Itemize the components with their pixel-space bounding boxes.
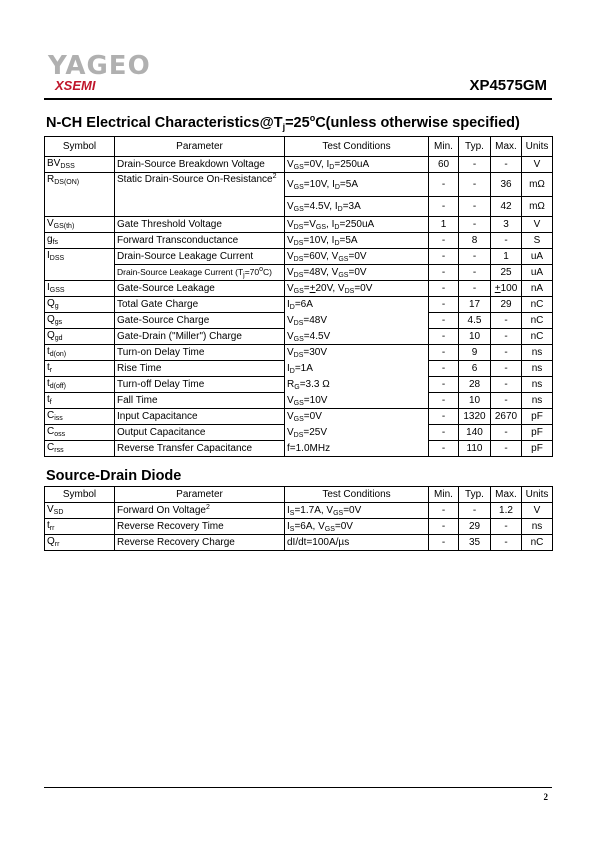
header-symbol: Symbol [45,137,115,157]
parameter-cell: Reverse Recovery Time [115,519,285,535]
page-number: 2 [543,792,548,802]
typ-cell: 17 [459,297,491,313]
symbol-cell: $t_{d(off)}$ [45,377,115,393]
symbol-cell: $C_{rss}$ [45,441,115,457]
conditions-cell: $V_{GS}=10V$, $I_D=5A$ [285,173,429,197]
table-row [45,361,553,377]
nch-title-sup: o [309,113,316,123]
typ-cell: 29 [459,519,491,535]
symbol-cell: $t_{d(on)}$ [45,345,115,361]
conditions-cell: $I_S=1.7A$, $V_{GS}=0V$ [285,503,429,519]
typ-cell: 1320 [459,409,491,425]
min-cell: - [429,233,459,249]
table-row [45,441,553,457]
units-cell: S [522,233,553,249]
units-cell: V [522,217,553,233]
symbol-cell: $I_{DSS}$ [45,249,115,281]
conditions-cell: $V_{GS}=0V$ [285,409,429,425]
table-row [45,377,553,393]
max-cell: - [491,393,522,409]
symbol-cell: $g_{fs}$ [45,233,115,249]
table-row [45,265,553,281]
typ-cell: 10 [459,329,491,345]
parameter-cell: Turn-off Delay Time [115,377,285,393]
header-max: Max. [491,137,522,157]
nch-title-prefix: N-CH Electrical Characteristics@T [46,115,283,131]
units-cell: pF [522,441,553,457]
symbol-cell: $Q_{gs}$ [45,313,115,329]
max-cell: - [491,425,522,441]
header-min: Min. [429,137,459,157]
conditions-cell: $V_{GS}=+20V$, $V_{DS}=0V$ [285,281,429,297]
typ-cell: 9 [459,345,491,361]
units-cell: nA [522,281,553,297]
units-cell: ns [522,393,553,409]
conditions-cell: $I_S=6A$, $V_{GS}=0V$ [285,519,429,535]
parameter-cell: Rise Time [115,361,285,377]
table-row [45,329,553,345]
parameter-cell: Drain-Source Leakage Current $(T_j=70^oC)$ [115,265,285,281]
typ-cell: 4.5 [459,313,491,329]
parameter-cell: Gate-Source Leakage [115,281,285,297]
header-units: Units [522,137,553,157]
min-cell: - [429,173,459,197]
max-cell: - [491,361,522,377]
typ-cell: - [459,157,491,173]
conditions-cell: dI/dt=100A/µs [285,535,429,551]
max-cell: - [491,157,522,173]
parameter-cell: Forward Transconductance [115,233,285,249]
typ-cell: - [459,281,491,297]
logo-brand: YAGEO [48,51,151,81]
nch-title-suffix: C(unless otherwise specified) [315,115,520,131]
symbol-cell: $t_{rr}$ [45,519,115,535]
symbol-cell: $C_{iss}$ [45,409,115,425]
table-row [45,157,553,173]
typ-cell: 35 [459,535,491,551]
typ-cell: 10 [459,393,491,409]
conditions-cell: $V_{GS}=4.5V$, $I_D=3A$ [285,197,429,217]
symbol-cell: $C_{oss}$ [45,425,115,441]
header-max: Max. [491,487,522,503]
symbol-cell: $V_{SD}$ [45,503,115,519]
min-cell: - [429,249,459,265]
parameter-cell: Forward On Voltage$^2$ [115,503,285,519]
conditions-cell: $V_{DS}=25V$ [285,425,429,441]
min-cell: - [429,345,459,361]
max-cell: 1.2 [491,503,522,519]
conditions-cell: $I_D=6A$ [285,297,429,313]
typ-cell: - [459,249,491,265]
max-cell: 1 [491,249,522,265]
nch-section-title [46,115,520,131]
table-row [45,313,553,329]
parameter-cell: Drain-Source Breakdown Voltage [115,157,285,173]
table-row [45,503,553,519]
conditions-cell: $V_{DS}=30V$ [285,345,429,361]
conditions-cell: f=1.0MHz [285,441,429,457]
max-cell: - [491,535,522,551]
header-conditions: Test Conditions [285,137,429,157]
min-cell: 1 [429,217,459,233]
table-row [45,173,553,197]
max-cell: 3 [491,217,522,233]
min-cell: 60 [429,157,459,173]
table-row [45,519,553,535]
max-cell: - [491,329,522,345]
max-cell: 42 [491,197,522,217]
footer-rule [44,787,552,788]
source-drain-table [44,486,553,551]
min-cell: - [429,441,459,457]
header-units: Units [522,487,553,503]
parameter-cell: Static Drain-Source On-Resistance$^2$ [115,173,285,217]
min-cell: - [429,393,459,409]
typ-cell: 6 [459,361,491,377]
parameter-cell: Gate-Source Charge [115,313,285,329]
conditions-cell: $R_G=3.3$ Ω [285,377,429,393]
table-row [45,409,553,425]
min-cell: - [429,503,459,519]
table-row [45,425,553,441]
conditions-cell: $I_D=1A$ [285,361,429,377]
conditions-cell: $V_{GS}=0V$, $I_D=250uA$ [285,157,429,173]
nch-title-mid: =25 [285,115,310,131]
table-row [45,217,553,233]
units-cell: V [522,157,553,173]
parameter-cell: Output Capacitance [115,425,285,441]
symbol-cell: $BV_{DSS}$ [45,157,115,173]
conditions-cell: $V_{DS}=V_{GS}$, $I_D=250uA$ [285,217,429,233]
conditions-cell: $V_{DS}=48V$ [285,313,429,329]
min-cell: - [429,425,459,441]
units-cell: uA [522,249,553,265]
min-cell: - [429,535,459,551]
max-cell: - [491,441,522,457]
min-cell: - [429,281,459,297]
max-cell: - [491,377,522,393]
max-cell: - [491,313,522,329]
parameter-cell: Input Capacitance [115,409,285,425]
parameter-cell: Drain-Source Leakage Current [115,249,285,265]
part-number: XP4575GM [469,77,547,94]
typ-cell: - [459,265,491,281]
units-cell: ns [522,361,553,377]
typ-cell: - [459,173,491,197]
min-cell: - [429,409,459,425]
max-cell: - [491,233,522,249]
conditions-cell: $V_{GS}=10V$ [285,393,429,409]
sd-section-title: Source-Drain Diode [46,468,182,484]
conditions-cell: $V_{DS}=10V$, $I_D=5A$ [285,233,429,249]
units-cell: nC [522,535,553,551]
max-cell: - [491,345,522,361]
table-row [45,393,553,409]
min-cell: - [429,361,459,377]
max-cell: 36 [491,173,522,197]
units-cell: nC [522,297,553,313]
typ-cell: 8 [459,233,491,249]
min-cell: - [429,297,459,313]
table-header-row [45,137,553,157]
min-cell: - [429,377,459,393]
min-cell: - [429,329,459,345]
header-parameter: Parameter [115,137,285,157]
nch-title-sub: j [282,122,286,132]
header-symbol: Symbol [45,487,115,503]
units-cell: ns [522,345,553,361]
units-cell: nC [522,329,553,345]
nch-characteristics-table [44,136,553,457]
units-cell: pF [522,409,553,425]
units-cell: uA [522,265,553,281]
header-typ: Typ. [459,137,491,157]
max-cell: 29 [491,297,522,313]
header-min: Min. [429,487,459,503]
max-cell: 25 [491,265,522,281]
symbol-cell: $t_f$ [45,393,115,409]
table-header-row [45,487,553,503]
typ-cell: - [459,197,491,217]
parameter-cell: Gate Threshold Voltage [115,217,285,233]
logo-sub: XSEMI [55,78,96,93]
symbol-cell: $Q_g$ [45,297,115,313]
typ-cell: 110 [459,441,491,457]
min-cell: - [429,313,459,329]
conditions-cell: $V_{DS}=60V$, $V_{GS}=0V$ [285,249,429,265]
table-row [45,233,553,249]
typ-cell: 140 [459,425,491,441]
symbol-cell: $V_{GS(th)}$ [45,217,115,233]
header-typ: Typ. [459,487,491,503]
header-parameter: Parameter [115,487,285,503]
typ-cell: - [459,217,491,233]
units-cell: pF [522,425,553,441]
typ-cell: - [459,503,491,519]
symbol-cell: $I_{GSS}$ [45,281,115,297]
symbol-cell: $R_{DS(ON)}$ [45,173,115,217]
header-conditions: Test Conditions [285,487,429,503]
parameter-cell: Fall Time [115,393,285,409]
header-rule [44,98,552,100]
units-cell: mΩ [522,197,553,217]
max-cell: - [491,519,522,535]
max-cell: 2670 [491,409,522,425]
min-cell: - [429,197,459,217]
symbol-cell: $Q_{gd}$ [45,329,115,345]
parameter-cell: Reverse Recovery Charge [115,535,285,551]
units-cell: nC [522,313,553,329]
symbol-cell: $Q_{rr}$ [45,535,115,551]
parameter-cell: Reverse Transfer Capacitance [115,441,285,457]
units-cell: ns [522,519,553,535]
parameter-cell: Turn-on Delay Time [115,345,285,361]
conditions-cell: $V_{GS}=4.5V$ [285,329,429,345]
table-row [45,345,553,361]
table-row [45,535,553,551]
conditions-cell: $V_{DS}=48V$, $V_{GS}=0V$ [285,265,429,281]
units-cell: V [522,503,553,519]
parameter-cell: Gate-Drain ("Miller") Charge [115,329,285,345]
parameter-cell: Total Gate Charge [115,297,285,313]
symbol-cell: $t_r$ [45,361,115,377]
table-row [45,281,553,297]
min-cell: - [429,519,459,535]
table-row [45,249,553,265]
table-row [45,297,553,313]
min-cell: - [429,265,459,281]
yageo-logo [48,53,151,93]
units-cell: ns [522,377,553,393]
typ-cell: 28 [459,377,491,393]
units-cell: mΩ [522,173,553,197]
max-cell: +100 [491,281,522,297]
